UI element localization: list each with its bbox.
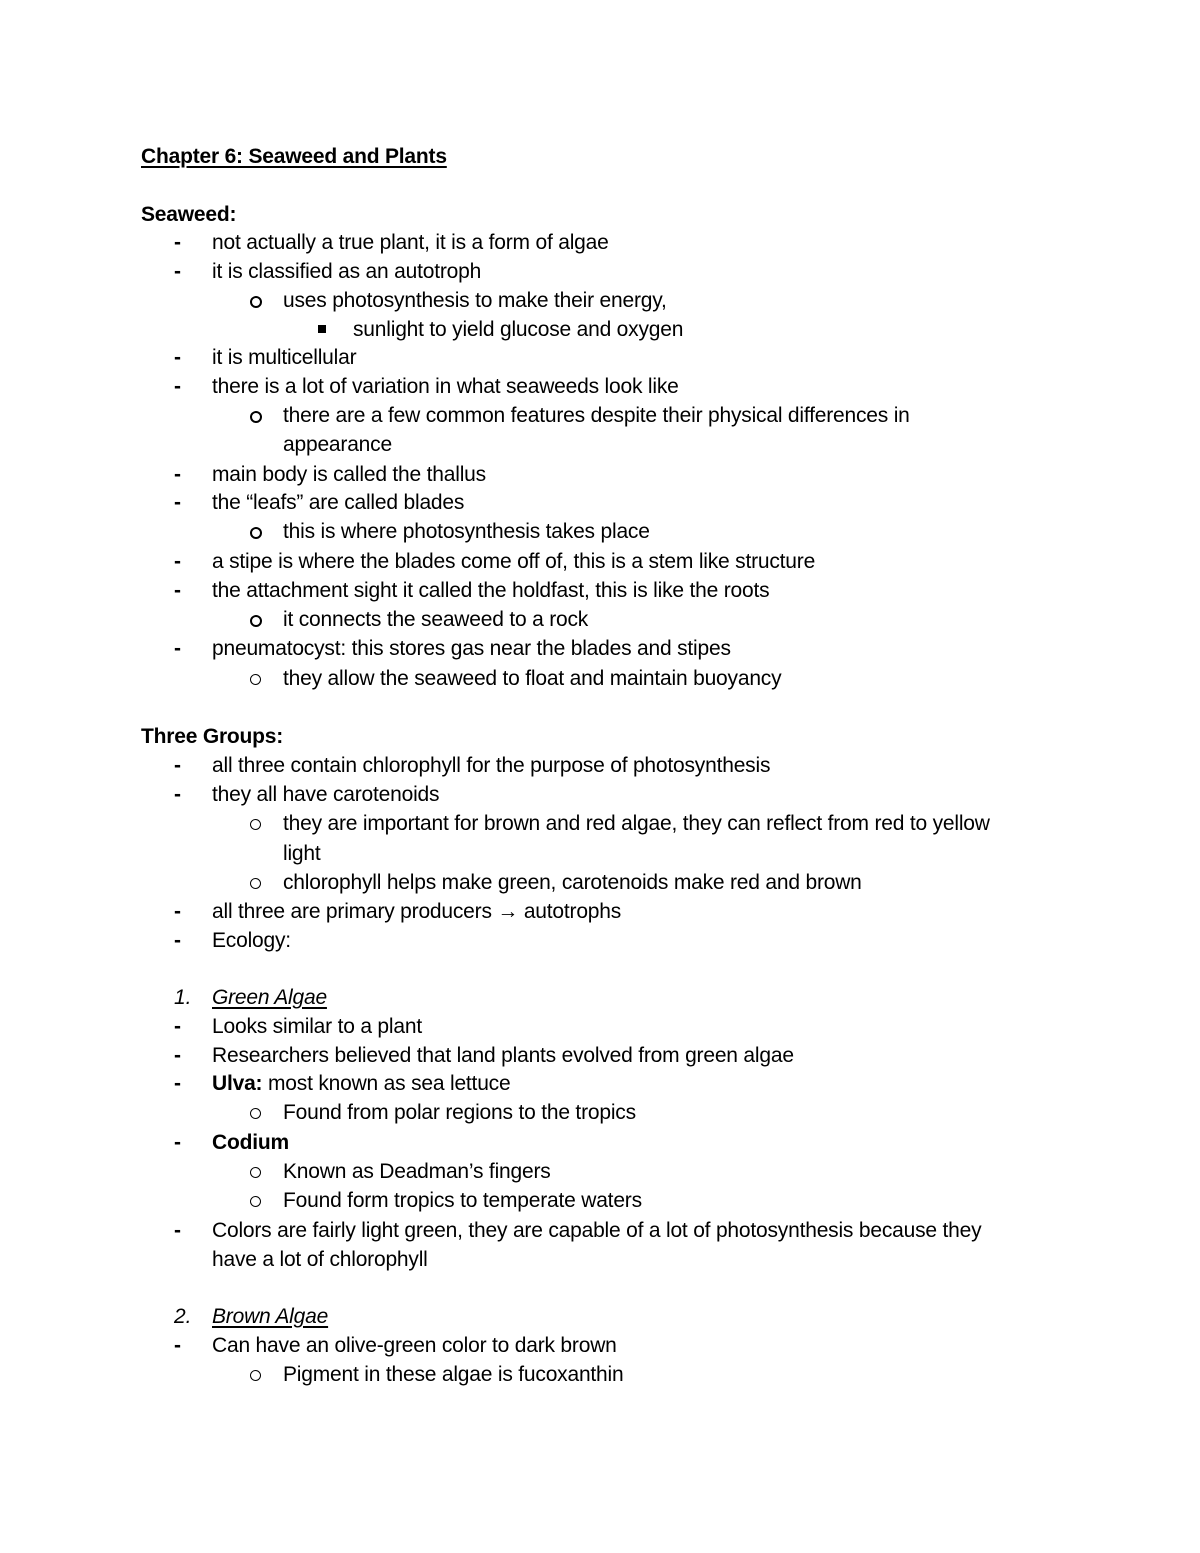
- dash-bullet: -: [174, 375, 181, 398]
- list-item: pneumatocyst: this stores gas near the blades and stipes: [212, 637, 731, 660]
- list-item: they allow the seaweed to float and maintain buoyancy: [283, 667, 782, 690]
- list-item: Ecology:: [212, 929, 291, 952]
- dash-bullet: -: [174, 463, 181, 486]
- list-item: Researchers believed that land plants evolved from green algae: [212, 1044, 794, 1067]
- circle-bullet-icon: [250, 878, 261, 889]
- term-ulva: Ulva:: [212, 1072, 263, 1095]
- page-title: Chapter 6: Seaweed and Plants: [141, 145, 447, 168]
- list-item-continuation: light: [283, 842, 321, 865]
- list-item: Found form tropics to temperate waters: [283, 1189, 642, 1212]
- dash-bullet: -: [174, 783, 181, 806]
- dash-bullet: -: [174, 491, 181, 514]
- list-item: all three contain chlorophyll for the purpose of photosynthesis: [212, 754, 771, 777]
- section-heading-seaweed: Seaweed:: [141, 203, 237, 226]
- dash-bullet: -: [174, 260, 181, 283]
- dash-bullet: -: [174, 754, 181, 777]
- list-item: Found from polar regions to the tropics: [283, 1101, 636, 1124]
- dash-bullet: -: [174, 579, 181, 602]
- dash-bullet: -: [174, 1044, 181, 1067]
- dash-bullet: -: [174, 346, 181, 369]
- term-codium: Codium: [212, 1131, 289, 1154]
- list-item: it is classified as an autotroph: [212, 260, 482, 283]
- list-item: a stipe is where the blades come off of, this is a stem like structure: [212, 550, 816, 573]
- dash-bullet: -: [174, 1072, 181, 1095]
- circle-bullet-icon: [250, 296, 262, 308]
- circle-bullet-icon: [250, 819, 261, 830]
- dash-bullet: -: [174, 231, 181, 254]
- term-definition: most known as sea lettuce: [262, 1072, 511, 1095]
- list-item: Colors are fairly light green, they are capable of a lot of photosynthesis because they: [212, 1219, 982, 1242]
- subsection-heading-brown-algae: Brown Algae: [212, 1305, 329, 1328]
- circle-bullet-icon: [250, 674, 261, 685]
- list-item: there are a few common features despite their physical differences in: [283, 404, 910, 427]
- list-item: chlorophyll helps make green, carotenoids make red and brown: [283, 871, 862, 894]
- list-number: 2.: [174, 1305, 192, 1328]
- circle-bullet-icon: [250, 1196, 261, 1207]
- list-item: main body is called the thallus: [212, 463, 486, 486]
- list-item: the attachment sight it called the holdfast, this is like the roots: [212, 579, 770, 602]
- list-item: [212, 1071, 510, 1097]
- list-item: not actually a true plant, it is a form of algae: [212, 231, 609, 254]
- dash-bullet: -: [174, 929, 181, 952]
- circle-bullet-icon: [250, 1108, 261, 1119]
- dash-bullet: -: [174, 1219, 181, 1242]
- list-item: they all have carotenoids: [212, 783, 440, 806]
- list-item: uses photosynthesis to make their energy,: [283, 289, 667, 312]
- list-item-continuation: appearance: [283, 433, 392, 456]
- list-item: they are important for brown and red algae, they can reflect from red to yellow: [283, 812, 990, 835]
- dash-bullet: -: [174, 1334, 181, 1357]
- circle-bullet-icon: [250, 527, 262, 539]
- list-item: the “leafs” are called blades: [212, 491, 465, 514]
- circle-bullet-icon: [250, 1167, 261, 1178]
- circle-bullet-icon: [250, 1370, 261, 1381]
- list-item-continuation: have a lot of chlorophyll: [212, 1248, 428, 1271]
- dash-bullet: -: [174, 1131, 181, 1154]
- list-item: this is where photosynthesis takes place: [283, 520, 650, 543]
- dash-bullet: -: [174, 1015, 181, 1038]
- dash-bullet: -: [174, 637, 181, 660]
- list-item: it connects the seaweed to a rock: [283, 608, 589, 631]
- dash-bullet: -: [174, 900, 181, 923]
- circle-bullet-icon: [250, 411, 262, 423]
- list-item: Can have an olive-green color to dark brown: [212, 1334, 617, 1357]
- list-item: it is multicellular: [212, 346, 357, 369]
- section-heading-three-groups: Three Groups:: [141, 725, 284, 748]
- list-item: Pigment in these algae is fucoxanthin: [283, 1363, 624, 1386]
- dash-bullet: -: [174, 550, 181, 573]
- list-item: all three are primary producers → autotrophs: [212, 900, 622, 923]
- circle-bullet-icon: [250, 615, 262, 627]
- square-bullet-icon: [318, 325, 326, 333]
- list-item: sunlight to yield glucose and oxygen: [353, 318, 684, 341]
- list-number: 1.: [174, 986, 192, 1009]
- subsection-heading-green-algae: Green Algae: [212, 986, 327, 1009]
- list-item: Known as Deadman’s fingers: [283, 1160, 551, 1183]
- list-item: Looks similar to a plant: [212, 1015, 422, 1038]
- list-item: there is a lot of variation in what seaweeds look like: [212, 375, 679, 398]
